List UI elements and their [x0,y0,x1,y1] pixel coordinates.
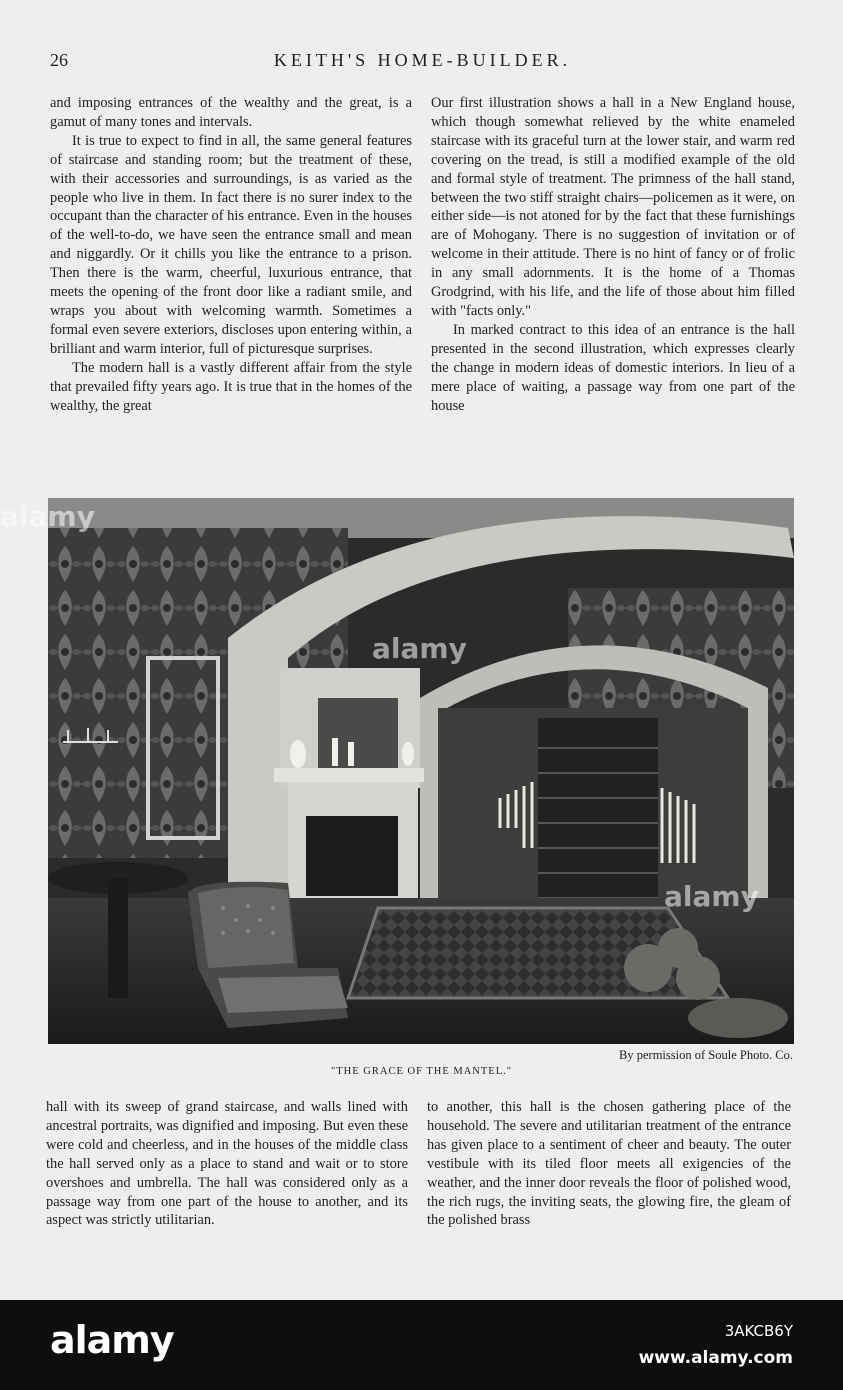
page-header [50,50,795,76]
alamy-logo: alamy [50,1318,174,1362]
site-url[interactable]: www.alamy.com [638,1348,793,1368]
paragraph: to another, this hall is the chosen gathering place of the household. The severe and utilitarian treatment of the entrance has given place to a sentiment of cheer and beauty. The outer vestibule with its tiled floor meets all exigencies of the weather, and the inner door reveals the floor of polished wood, the rich rugs, the inviting seats, the glowing fire, the gleam of the polished brass [427,1099,791,1229]
stock-footer [0,1300,843,1390]
paragraph: Our first illustration shows a hall in a New England house, which though somewhat relieved by the white enameled staircase with its graceful turn at the lower stair, and warm red covering on the tread, is still a modified example of the old and formal style of treatment. The primness of the hall stand, between the two stiff straight chairs—policemen as it were, on either side—is not atoned for by the fact that these furnishings are of Mohogany. There is no suggestion of invitation or of welcome in their attitude. There is no hint of fancy or of frolic in any small adornments. It is the home of a Thomas Grodgrind, with his life, and the life of those about him filled with "facts only." [431,95,795,319]
figure-caption: "THE GRACE OF THE MANTEL." [330,1066,513,1077]
paragraph: In marked contract to this idea of an entrance is the hall presented in the second illustration, which expresses clearly the change in modern ideas of domestic interiors. In lieu of a mere place of waiting, a passage way from one part of the house [431,321,795,414]
bottom-right-column [427,1098,791,1230]
watermark: alamy [0,500,95,533]
top-left-column [50,94,412,415]
page-number: 26 [50,50,68,70]
watermark: alamy [372,632,467,665]
photo-credit: By permission of Soule Photo. Co. [619,1048,793,1062]
paragraph: and imposing entrances of the wealthy and the great, is a gamut of many tones and intervals. [50,95,412,130]
paragraph: hall with its sweep of grand staircase, and walls lined with ancestral portraits, was dignified and imposing. But even these were cold and cheerless, and in the houses of the middle class the hall served only as a place to stand and wait or to store overshoes and umbrella. The hall was considered only as a passage way from one part of the house to another, and its aspect was strictly utilitarian. [46,1099,408,1229]
paragraph: It is true to expect to find in all, the same general features of staircase and standing room; but the treatment of these, with their accessories and surroundings, is as varied as the people who live in them. In fact there is no surer index to the occupant than the character of his entrance. Even in the houses of the well-to-do, we have seen the entrance small and mean and niggardly. Or it chills you like the entrance to a prison. Then there is the warm, cheerful, luxurious entrance, that meets the opening of the front door like a radiant smile, and wraps you about with welcoming warmth. Sometimes a formal even severe exteriors, discloses upon entering within, a brilliant and warm interior, full of picturesque surprises. [50,132,412,357]
top-right-column [431,94,795,415]
image-id: 3AKCB6Y [724,1322,793,1340]
running-title: KEITH'S HOME-BUILDER. [273,50,572,70]
paragraph: The modern hall is a vastly different affair from the style that prevailed fifty years ago. It is true that in the homes of the wealthy, the great [50,359,412,414]
watermark: alamy [664,880,759,913]
bottom-left-column [46,1098,408,1230]
hall-photograph [48,498,794,1044]
